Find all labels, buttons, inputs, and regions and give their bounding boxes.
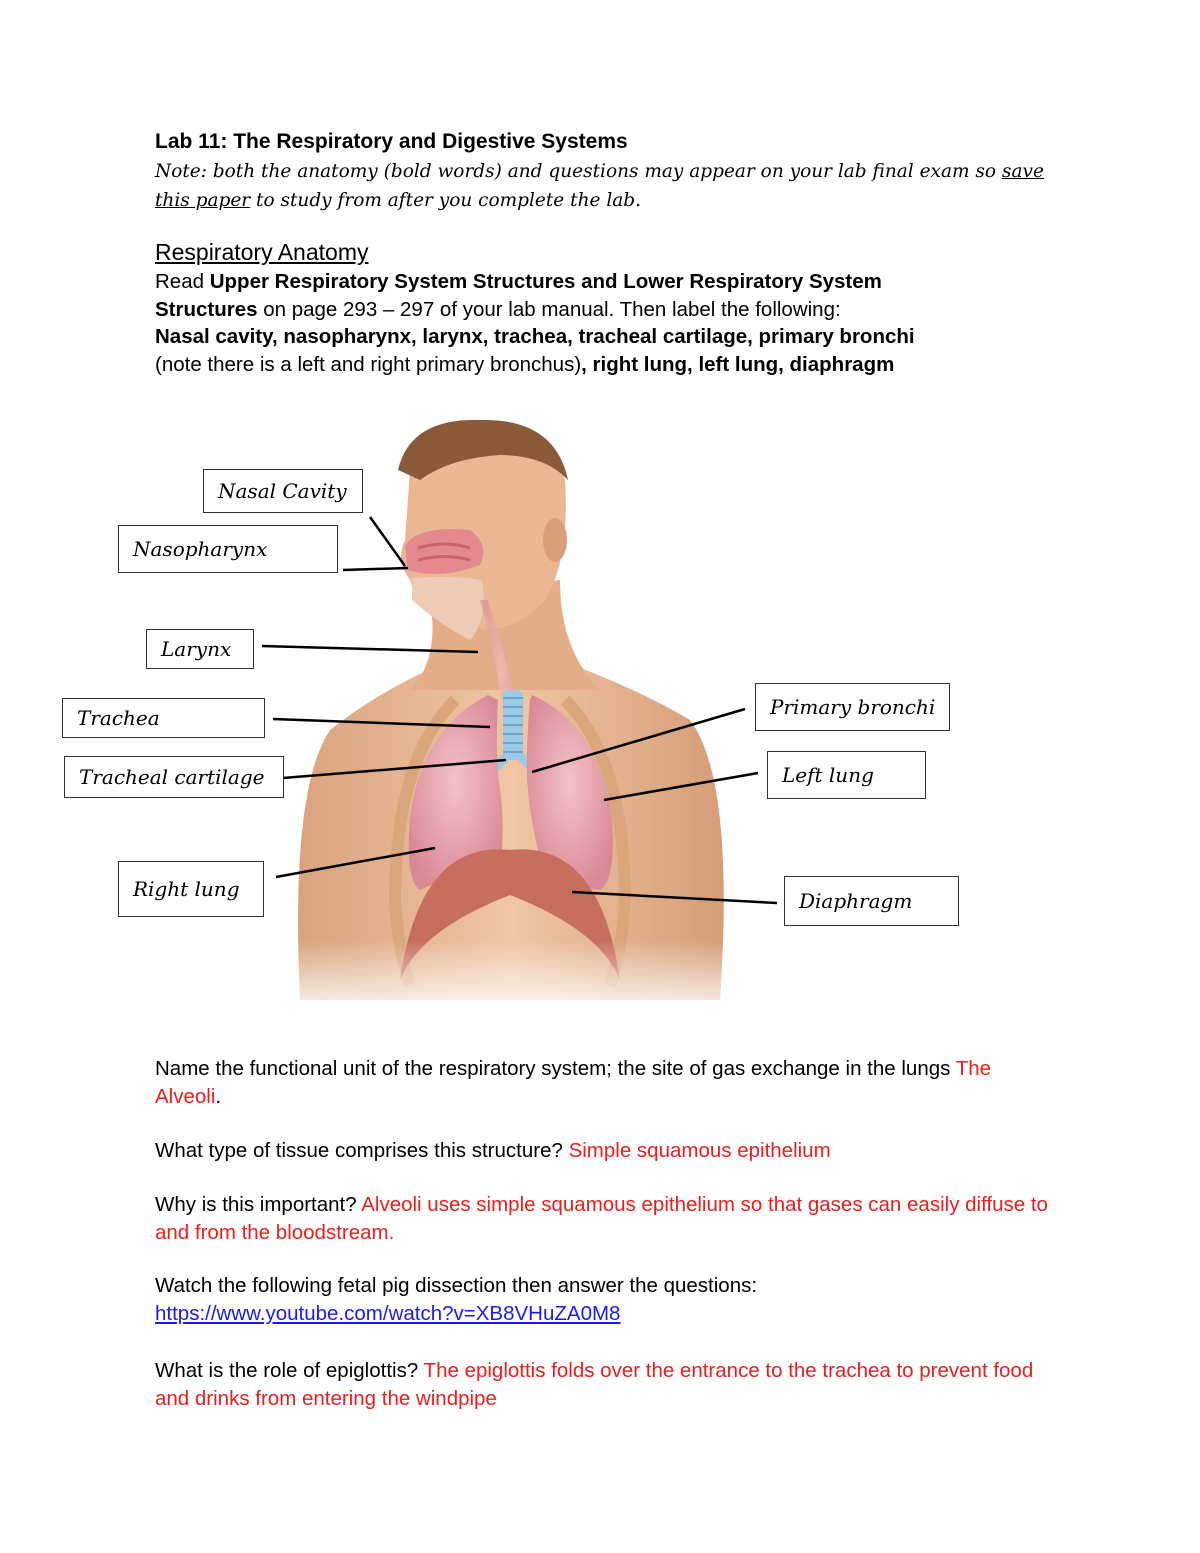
question-2 — [155, 1137, 1055, 1165]
question-4-text: Watch the following fetal pig dissection then answer the questions: — [155, 1274, 758, 1297]
answer-5: The epiglottis folds over the entrance to the trachea to prevent food and drinks from entering the windpipe — [155, 1359, 1034, 1410]
question-5-text: What is the role of epiglottis? — [155, 1359, 424, 1382]
question-4 — [155, 1272, 1055, 1327]
question-3 — [155, 1191, 1055, 1246]
label-larynx: Larynx — [146, 629, 254, 669]
answer-3: Alveoli uses simple squamous epithelium so that gases can easily diffuse to and from the bloodstream. — [155, 1193, 1048, 1244]
answer-1: The Alveoli — [155, 1057, 992, 1108]
page-title: Lab 11: The Respiratory and Digestive Systems — [155, 130, 628, 153]
label-trachea: Trachea — [62, 698, 265, 738]
instr-bold-2: Structures — [155, 297, 258, 321]
instr-read: Read — [155, 270, 210, 293]
question-2-text: What type of tissue comprises this structure? — [155, 1139, 569, 1162]
label-tracheal-cartilage: Tracheal cartilage — [64, 756, 284, 798]
instr-bold-1: Upper Respiratory System Structures and Lower Respiratory System — [209, 270, 882, 293]
instr-bold-3: Nasal cavity, nasopharynx, larynx, trachea, tracheal cartilage, primary bronchi — [155, 325, 915, 348]
label-primary-bronchi: Primary bronchi — [755, 683, 950, 731]
video-link[interactable]: https://www.youtube.com/watch?v=XB8VHuZA0M8 — [155, 1301, 621, 1325]
note-text-2: to study from after you complete the lab. — [250, 190, 641, 211]
question-5 — [155, 1357, 1055, 1412]
note-underlined: save this paper — [155, 161, 1044, 211]
question-1-text: Name the functional unit of the respiratory system; the site of gas exchange in the lungs — [155, 1057, 956, 1080]
note-text-1: Note: both the anatomy (bold words) and questions may appear on your lab final exam so — [155, 161, 997, 182]
instr-bold-4: , right lung, left lung, diaphragm — [581, 352, 895, 376]
section-title: Respiratory Anatomy — [155, 239, 369, 265]
question-1 — [155, 1055, 1055, 1110]
nasal-cavity-shape — [405, 529, 483, 574]
label-right-lung: Right lung — [118, 861, 264, 917]
ear-shape — [543, 518, 567, 562]
respiratory-figure — [0, 400, 1200, 1020]
label-nasopharynx: Nasopharynx — [118, 525, 338, 573]
label-diaphragm: Diaphragm — [784, 876, 959, 926]
instr-plain-2: (note there is a left and right primary bronchus) — [155, 352, 582, 376]
instr-plain-1: on page 293 – 297 of your lab manual. Then label the following: — [257, 297, 841, 321]
question-1-tail: . — [215, 1084, 222, 1108]
question-3-text: Why is this important? — [155, 1193, 362, 1216]
instructions — [155, 268, 1055, 378]
exam-note — [155, 157, 1055, 215]
answer-2: Simple squamous epithelium — [568, 1139, 831, 1162]
label-nasal-cavity: Nasal Cavity — [203, 469, 363, 513]
label-left-lung: Left lung — [767, 751, 926, 799]
